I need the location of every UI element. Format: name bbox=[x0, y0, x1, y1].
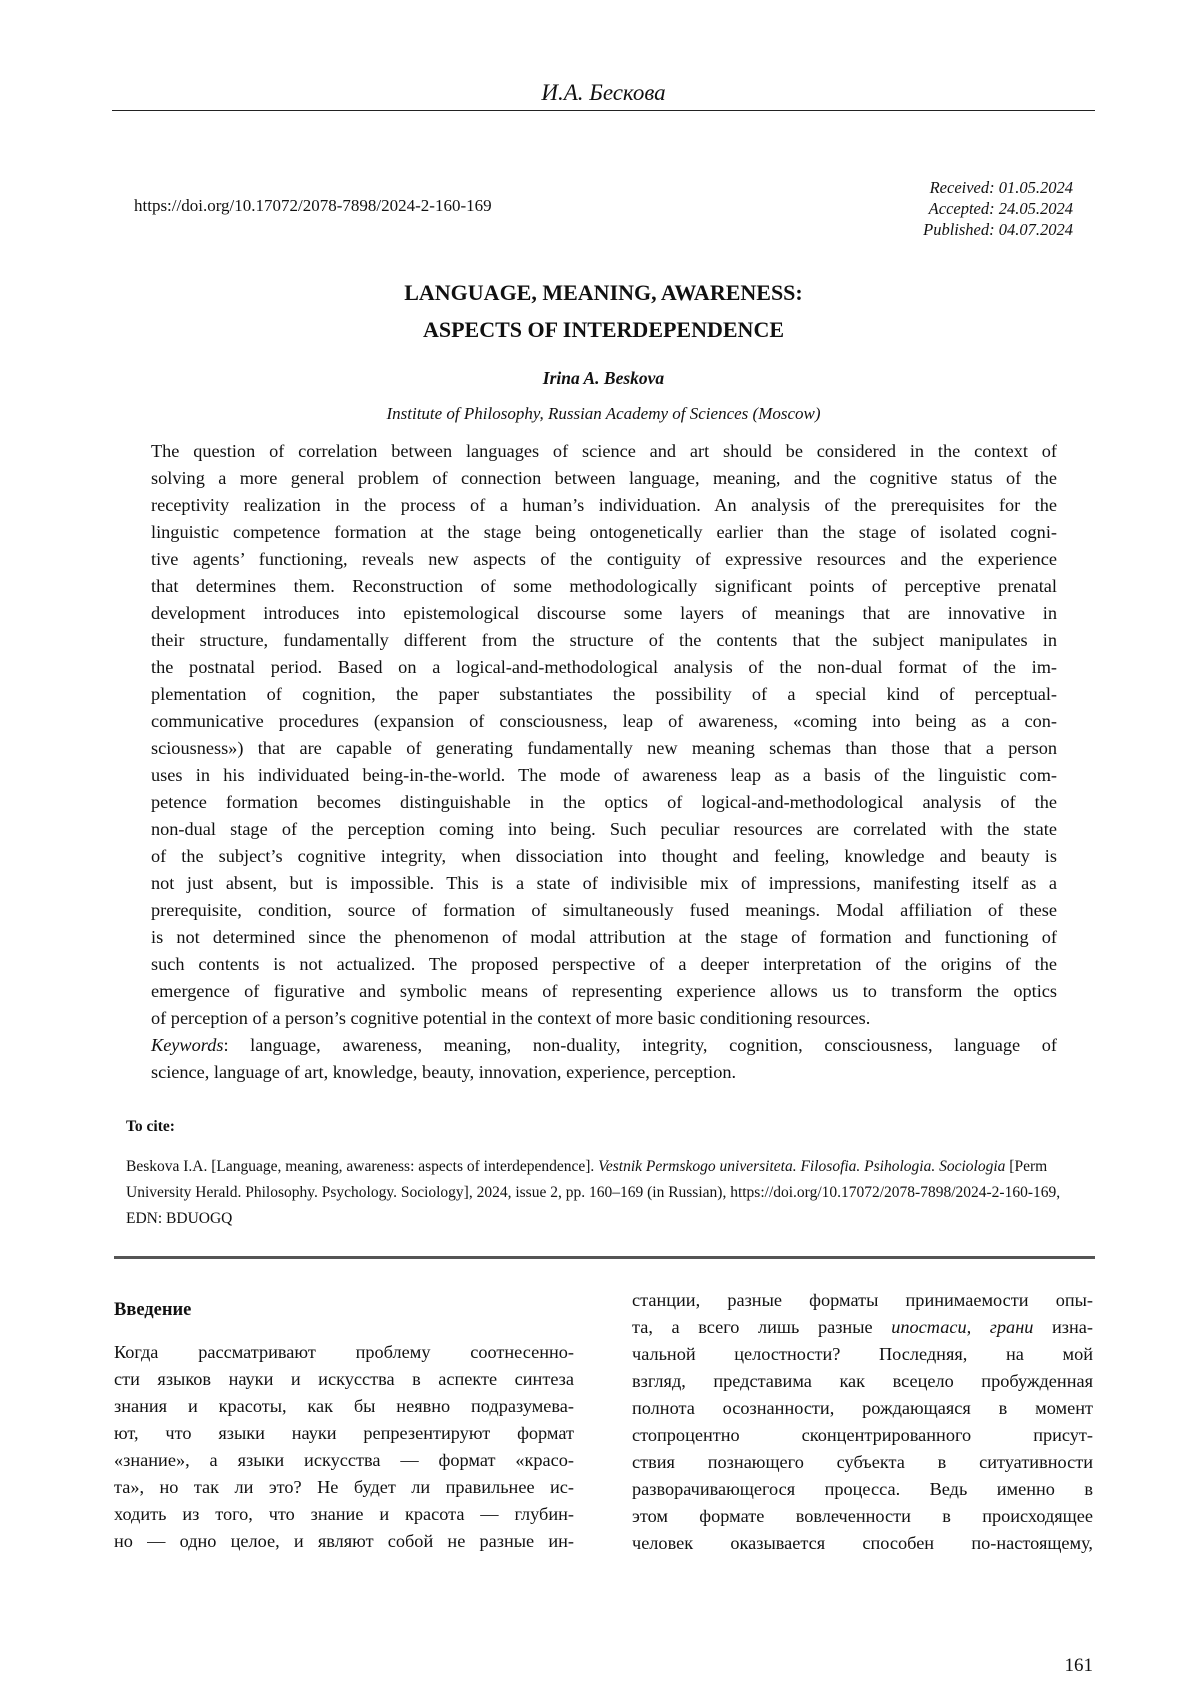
keywords-list: : language, awareness, meaning, non-duality, integrity, cognition, consciousness, language of bbox=[223, 1035, 1057, 1055]
text-line: their structure, fundamentally different from the structure of the contents that the subject manipulates in bbox=[151, 627, 1057, 654]
text-line: станции, разные форматы принимаемости опы- bbox=[632, 1287, 1093, 1314]
text-line: знания и красоты, как бы неявно подразумева- bbox=[114, 1393, 574, 1420]
keywords-line bbox=[151, 1032, 1057, 1059]
text-line: communicative procedures (expansion of consciousness, leap of awareness, «coming into being as a con- bbox=[151, 708, 1057, 735]
text-line: petence formation becomes distinguishable in the optics of logical-and-methodological analysis of the bbox=[151, 789, 1057, 816]
page-number: 161 bbox=[1065, 1655, 1094, 1677]
text-fragment: изна- bbox=[1033, 1317, 1093, 1337]
text-line: solving a more general problem of connection between language, meaning, and the cognitive status of the bbox=[151, 465, 1057, 492]
text-line: «знание», а языки искусства — формат «красо- bbox=[114, 1447, 574, 1474]
keywords-line: science, language of art, knowledge, beauty, innovation, experience, perception. bbox=[151, 1059, 1057, 1086]
journal-page bbox=[0, 0, 1200, 1697]
text-line: linguistic competence formation at the stage being ontogenetically earlier than the stage of isolated cogni- bbox=[151, 519, 1057, 546]
text-line: emergence of figurative and symbolic means of representing experience allows us to transform the optics bbox=[151, 978, 1057, 1005]
text-fragment: та, а всего лишь разные bbox=[632, 1317, 891, 1337]
citation-authors: Beskova I.A. [Language, meaning, awareness: aspects of interdependence]. bbox=[126, 1158, 598, 1175]
text-line: prerequisite, condition, source of formation of simultaneously fused meanings. Modal affiliation of these bbox=[151, 897, 1057, 924]
text-line: is not determined since the phenomenon of modal attribution at the stage of formation and functioning of bbox=[151, 924, 1057, 951]
text-line: Когда рассматривают проблему соотнесенно- bbox=[114, 1339, 574, 1366]
publication-dates bbox=[923, 177, 1073, 240]
right-column-text bbox=[632, 1287, 1093, 1557]
cite-heading: To cite: bbox=[126, 1118, 175, 1136]
text-line: взгляд, представима как всецело пробужденная bbox=[632, 1368, 1093, 1395]
title-line-1: LANGUAGE, MEANING, AWARENESS: bbox=[112, 274, 1095, 311]
text-line: разворачивающегося процесса. Ведь именно в bbox=[632, 1476, 1093, 1503]
citation bbox=[126, 1154, 1086, 1232]
text-line: человек оказывается способен по-настоящему, bbox=[632, 1530, 1093, 1557]
section-divider bbox=[114, 1256, 1095, 1259]
text-line: полнота осознанности, рождающаяся в момент bbox=[632, 1395, 1093, 1422]
text-line: uses in his individuated being-in-the-world. The mode of awareness leap as a basis of the linguistic com- bbox=[151, 762, 1057, 789]
left-column-text bbox=[114, 1339, 574, 1555]
accepted-date: Accepted: 24.05.2024 bbox=[923, 198, 1073, 219]
text-line: not just absent, but is impossible. This is a state of indivisible mix of impressions, manifesting itself as a bbox=[151, 870, 1057, 897]
abstract bbox=[151, 438, 1057, 1086]
text-line: ходить из того, что знание и красота — глубин- bbox=[114, 1501, 574, 1528]
running-head: И.А. Бескова bbox=[112, 80, 1095, 106]
text-line: та», но так ли это? Не будет ли правильнее ис- bbox=[114, 1474, 574, 1501]
text-line: receptivity realization in the process of a human’s individuation. An analysis of the prerequisites for the bbox=[151, 492, 1057, 519]
text-line: ют, что языки науки репрезентируют формат bbox=[114, 1420, 574, 1447]
text-line: non-dual stage of the perception coming into being. Such peculiar resources are correlated with the state bbox=[151, 816, 1057, 843]
text-line: этом формате вовлеченности в происходящее bbox=[632, 1503, 1093, 1530]
doi-link[interactable]: https://doi.org/10.17072/2078-7898/2024-2-160-169 bbox=[134, 196, 492, 216]
text-line: plementation of cognition, the paper substantiates the possibility of a special kind of perceptual- bbox=[151, 681, 1057, 708]
received-date: Received: 01.05.2024 bbox=[923, 177, 1073, 198]
citation-journal: Vestnik Permskogo universiteta. Filosofia. Psihologia. Sociologia bbox=[598, 1158, 1005, 1175]
text-line: that determines them. Reconstruction of some methodologically significant points of perceptive prenatal bbox=[151, 573, 1057, 600]
author-name: Irina A. Beskova bbox=[112, 368, 1095, 389]
text-line: sciousness») that are capable of generating fundamentally new meaning schemas than those that a person bbox=[151, 735, 1057, 762]
text-line: чальной целостности? Последняя, на мой bbox=[632, 1341, 1093, 1368]
text-line: сти языков науки и искусства в аспекте синтеза bbox=[114, 1366, 574, 1393]
text-line bbox=[632, 1314, 1093, 1341]
header-rule bbox=[112, 110, 1095, 111]
citation-details: [Perm University Herald. Philosophy. Psychology. Sociology], 2024, issue 2, pp. 160–169 (in Russian), https://doi.org/10.17072/2078-7898/2024-2-160-169, EDN: BDUOGQ bbox=[126, 1158, 1060, 1227]
text-line: of the subject’s cognitive integrity, when dissociation into thought and feeling, knowledge and beauty is bbox=[151, 843, 1057, 870]
intro-heading: Введение bbox=[114, 1300, 191, 1321]
text-line: стопроцентно сконцентрированного присут- bbox=[632, 1422, 1093, 1449]
text-line: the postnatal period. Based on a logical-and-methodological analysis of the non-dual format of the im- bbox=[151, 654, 1057, 681]
text-line: development introduces into epistemological discourse some layers of meanings that are innovative in bbox=[151, 600, 1057, 627]
text-line: но — одно целое, и являют собой не разные ин- bbox=[114, 1528, 574, 1555]
author-affiliation: Institute of Philosophy, Russian Academy of Sciences (Moscow) bbox=[112, 404, 1095, 424]
text-line: such contents is not actualized. The proposed perspective of a deeper interpretation of the origins of the bbox=[151, 951, 1057, 978]
text-line: of perception of a person’s cognitive potential in the context of more basic conditioning resources. bbox=[151, 1005, 1057, 1032]
published-date: Published: 04.07.2024 bbox=[923, 219, 1073, 240]
keywords-label: Keywords bbox=[151, 1035, 223, 1055]
italic-fragment: ипостаси, грани bbox=[891, 1317, 1033, 1337]
text-line: The question of correlation between languages of science and art should be considered in the context of bbox=[151, 438, 1057, 465]
title-line-2: ASPECTS OF INTERDEPENDENCE bbox=[112, 311, 1095, 348]
text-line: ствия познающего субъекта в ситуативности bbox=[632, 1449, 1093, 1476]
article-title bbox=[112, 274, 1095, 348]
text-line: tive agents’ functioning, reveals new aspects of the contiguity of expressive resources and the experience bbox=[151, 546, 1057, 573]
